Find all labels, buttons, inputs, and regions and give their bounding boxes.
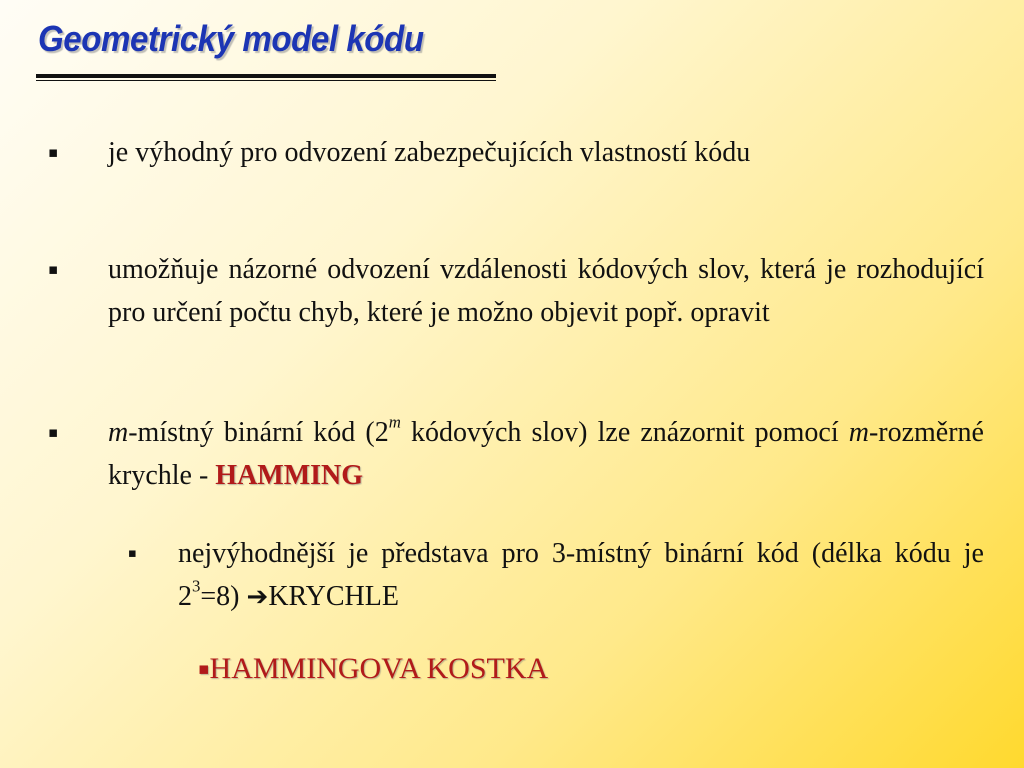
slide-title: Geometrický model kódu	[38, 18, 424, 59]
superscript-m: m	[388, 412, 401, 432]
bullet-marker: ▪	[48, 143, 59, 161]
bullet-text: umožňuje názorné odvození vzdálenosti kódových slov, která je rozhodující pro určení počtu chyb, které je možno objevit popř. opravit	[108, 254, 984, 328]
title-underline-thick	[36, 74, 496, 78]
hamming-kostka-line	[198, 652, 548, 686]
text-part: nejvýhodnější je představa pro 3-místný binární kód (délka kódu je 2	[178, 538, 984, 612]
text-part: -rozměrné krychle -	[108, 417, 984, 491]
bullet-item-1	[48, 131, 984, 174]
bullet-item-3	[48, 411, 984, 497]
arrow-right-icon: ➔	[246, 582, 269, 612]
bullet-text	[108, 411, 984, 497]
text-part: -místný binární kód (2	[128, 417, 389, 448]
bullet-item-2	[48, 248, 984, 334]
bullet-text	[178, 532, 984, 619]
text-part: KRYCHLE	[268, 581, 399, 612]
bullet-marker: ▪	[198, 659, 210, 679]
variable-m: m	[848, 417, 869, 448]
bullet-marker: ▪	[48, 260, 59, 278]
superscript-3: 3	[192, 576, 201, 596]
text-part: kódových slov) lze znázornit pomocí	[400, 417, 849, 448]
variable-m: m	[108, 417, 129, 448]
hamming-highlight: HAMMING	[215, 460, 364, 491]
bullet-text: je výhodný pro odvození zabezpečujících vlastností kódu	[108, 137, 751, 168]
text-part: =8)	[200, 581, 247, 612]
bullet-marker: ▪	[128, 546, 137, 561]
title-underline-thin	[36, 80, 496, 81]
hamming-kostka-text: HAMMINGOVA KOSTKA	[209, 652, 549, 685]
bullet-marker: ▪	[48, 423, 59, 441]
sub-bullet-item	[128, 532, 984, 619]
